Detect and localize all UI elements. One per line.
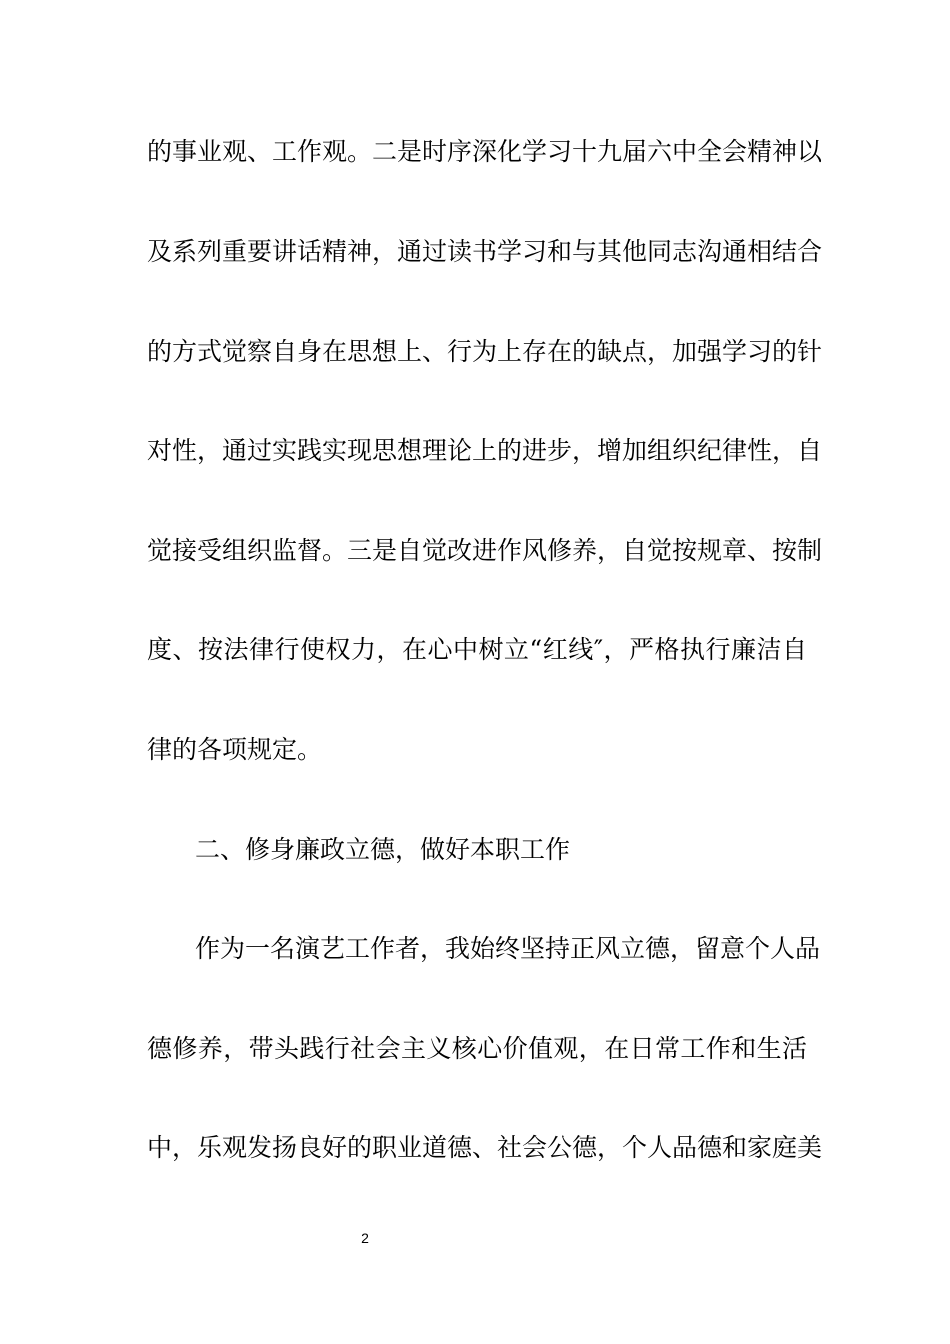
text-line: 中，乐观发扬良好的职业道德、社会公德，个人品德和家庭美 [147,1133,823,1162]
paragraph-first-line: 作为一名演艺工作者，我始终坚持正风立德，留意个人品 [195,934,821,963]
text-line: 及系列重要讲话精神，通过读书学习和与其他同志沟通相结合 [147,237,823,266]
section-heading: 二、修身廉政立德，做好本职工作 [195,835,571,864]
text-line: 对性，通过实践实现思想理论上的进步，增加组织纪律性，自 [147,436,823,465]
text-line: 的方式觉察自身在思想上、行为上存在的缺点，加强学习的针 [147,337,823,366]
text-line: 觉接受组织监督。三是自觉改进作风修养，自觉按规章、按制 [147,536,823,565]
text-line: 的事业观、工作观。二是时序深化学习十九届六中全会精神以 [147,137,823,166]
text-line: 度、按法律行使权力，在心中树立“红线″，严格执行廉洁自 [147,635,807,664]
text-line: 律的各项规定。 [147,735,323,764]
page-number: 2 [361,1230,369,1246]
text-line: 德修养，带头践行社会主义核心价值观，在日常工作和生活 [147,1034,807,1063]
